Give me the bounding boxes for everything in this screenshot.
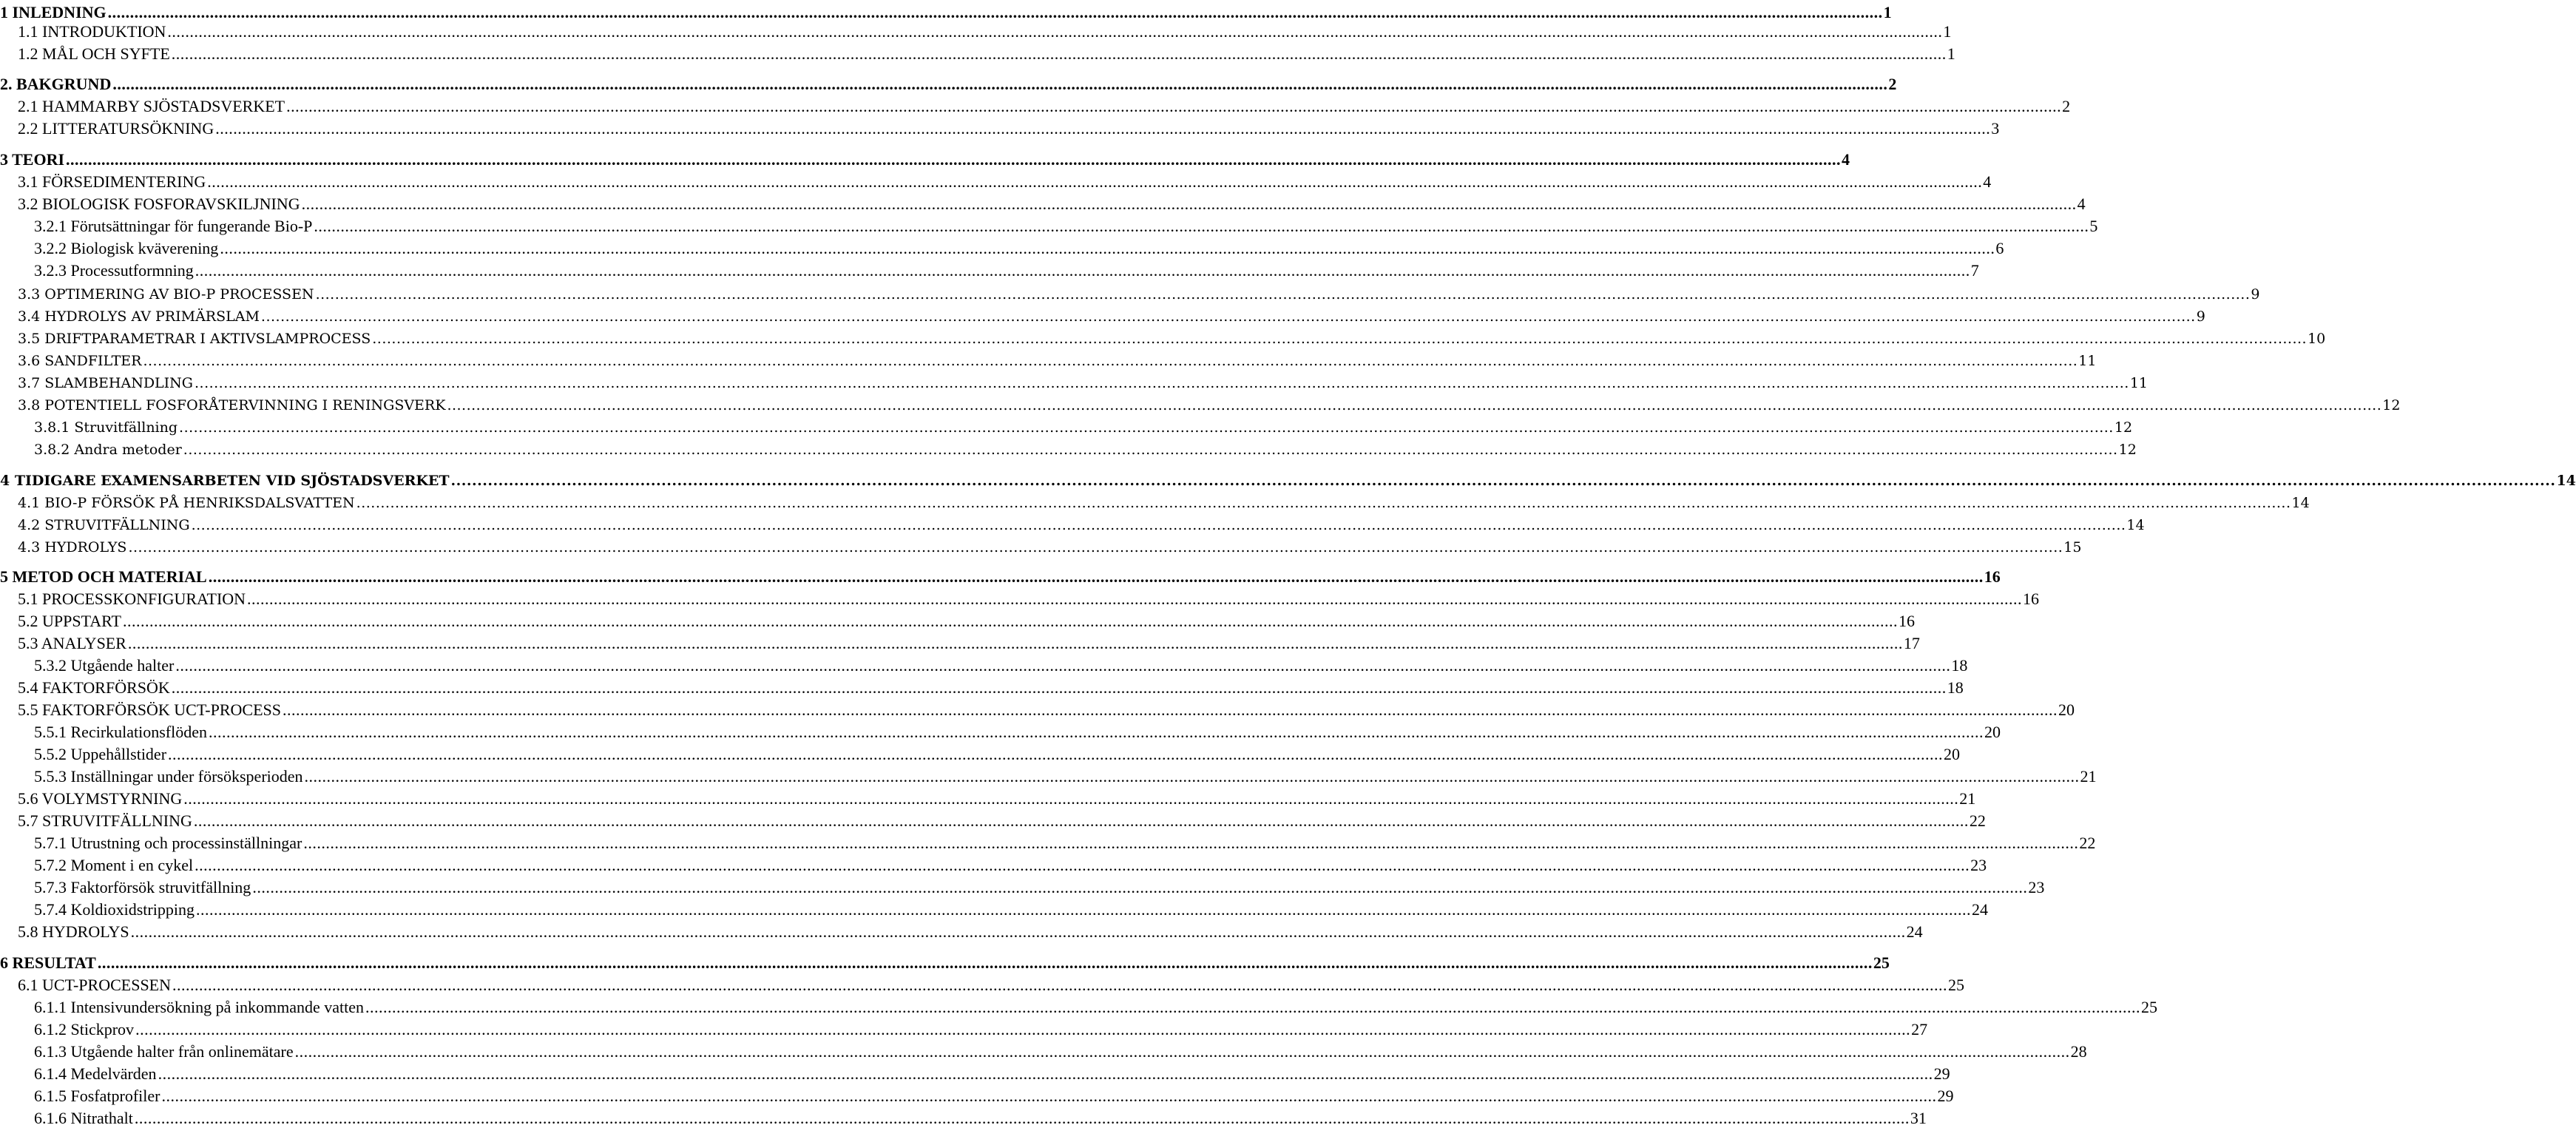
toc-entry-label: 6.1.3 Utgående halter från onlinemätare xyxy=(34,1042,294,1061)
toc-entry[interactable] xyxy=(0,391,2401,413)
toc-entry[interactable] xyxy=(0,919,1923,942)
toc-entry-page-number: 4 xyxy=(2077,195,2086,213)
toc-entry-page-number: 24 xyxy=(1971,900,1988,919)
toc-dot-leader: ................................................................................................................................................................................................................................................................................................................................................................................................................ xyxy=(286,97,2062,115)
toc-dot-leader: ................................................................................................................................................................................................................................................................................................................................................................................................................ xyxy=(179,419,2114,436)
toc-entry[interactable] xyxy=(0,347,2097,369)
toc-dot-leader: ................................................................................................................................................................................................................................................................................................................................................................................................................ xyxy=(134,1109,1910,1127)
toc-entry-label: 5.6 VOLYMSTYRNING xyxy=(18,789,183,808)
toc-entry[interactable] xyxy=(0,950,1890,973)
toc-dot-leader: ................................................................................................................................................................................................................................................................................................................................................................................................................ xyxy=(130,922,1906,941)
toc-entry-page-number: 23 xyxy=(2028,878,2045,896)
toc-dot-leader: ................................................................................................................................................................................................................................................................................................................................................................................................................ xyxy=(168,745,1944,763)
toc-entry-page-number: 11 xyxy=(2078,353,2097,369)
toc-entry-page-number: 21 xyxy=(2080,767,2097,786)
toc-entry-label: 4 TIDIGARE EXAMENSARBETEN VID SJÖSTADSVERKET xyxy=(0,473,450,489)
toc-dot-leader: ................................................................................................................................................................................................................................................................................................................................................................................................................ xyxy=(66,150,1842,169)
toc-entry[interactable] xyxy=(0,325,2326,347)
toc-entry-label: 3.4 HYDROLYS AV PRIMÄRSLAM xyxy=(18,308,260,325)
toc-dot-leader: ................................................................................................................................................................................................................................................................................................................................................................................................................ xyxy=(315,286,2251,303)
toc-dot-leader: ................................................................................................................................................................................................................................................................................................................................................................................................................ xyxy=(135,1020,1911,1038)
toc-dot-leader: ................................................................................................................................................................................................................................................................................................................................................................................................................ xyxy=(158,1064,1933,1083)
toc-entry-page-number: 5 xyxy=(2089,217,2098,235)
toc-entry-page-number: 2 xyxy=(2062,97,2071,115)
toc-entry-page-number: 25 xyxy=(1873,953,1890,972)
toc-entry-page-number: 4 xyxy=(1983,172,1992,191)
toc-entry-label: 2.2 LITTERATURSÖKNING xyxy=(18,119,214,138)
toc-entry-label: 3.8 POTENTIELL FOSFORÅTERVINNING I RENINGSVERK xyxy=(18,397,446,413)
toc-entry-page-number: 20 xyxy=(1984,723,2001,741)
toc-entry[interactable] xyxy=(0,698,2075,720)
toc-entry-page-number: 31 xyxy=(1910,1109,1927,1127)
toc-dot-leader: ................................................................................................................................................................................................................................................................................................................................................................................................................ xyxy=(122,612,1898,630)
toc-entry-label: 4.3 HYDROLYS xyxy=(18,539,127,555)
toc-entry-label: 5.7.4 Koldioxidstripping xyxy=(34,900,195,919)
toc-entry[interactable] xyxy=(0,1017,1928,1039)
toc-entry[interactable] xyxy=(0,116,2000,138)
toc-entry-label: 3.2.2 Biologisk kväverening xyxy=(34,239,219,257)
toc-entry-page-number: 7 xyxy=(1970,261,1979,280)
toc-dot-leader: ................................................................................................................................................................................................................................................................................................................................................................................................................ xyxy=(195,900,1971,919)
toc-entry-label: 3.6 SANDFILTER xyxy=(18,353,142,369)
toc-entry-label: 3.8.1 Struvitfällning xyxy=(34,419,178,436)
toc-entry[interactable] xyxy=(0,467,2576,489)
toc-entry[interactable] xyxy=(0,511,2145,533)
toc-entry-page-number: 9 xyxy=(2196,308,2205,325)
toc-entry[interactable] xyxy=(0,169,1992,192)
toc-entry-label: 6.1.5 Fosfatprofiler xyxy=(34,1087,160,1105)
toc-entry-label: 1.2 MÅL OCH SYFTE xyxy=(18,44,170,63)
toc-dot-leader: ................................................................................................................................................................................................................................................................................................................................................................................................................ xyxy=(260,308,2196,325)
toc-entry-label: 3.1 FÖRSEDIMENTERING xyxy=(18,172,206,191)
toc-entry-page-number: 11 xyxy=(2129,375,2148,391)
toc-entry-label: 6.1.4 Medelvärden xyxy=(34,1064,157,1083)
toc-dot-leader: ................................................................................................................................................................................................................................................................................................................................................................................................................ xyxy=(372,331,2308,347)
toc-entry-label: 3.2.3 Processutformning xyxy=(34,261,194,280)
toc-entry-page-number: 14 xyxy=(2556,473,2576,489)
toc-entry-label: 5.8 HYDROLYS xyxy=(18,922,129,941)
toc-dot-leader: ................................................................................................................................................................................................................................................................................................................................................................................................................ xyxy=(208,567,1984,586)
toc-entry[interactable] xyxy=(0,875,2045,897)
toc-entry-label: 5.5 FAKTORFÖRSÖK UCT-PROCESS xyxy=(18,700,281,719)
toc-entry-label: 4.2 STRUVITFÄLLNING xyxy=(18,517,190,533)
toc-entry-label: 5.5.1 Recirkulationsflöden xyxy=(34,723,208,741)
toc-entry-label: 5.4 FAKTORFÖRSÖK xyxy=(18,678,170,697)
toc-entry-page-number: 6 xyxy=(1995,239,2004,257)
toc-entry-label: 5.7.3 Faktorförsök struvitfällning xyxy=(34,878,251,896)
toc-entry[interactable] xyxy=(0,436,2137,458)
toc-entry[interactable] xyxy=(0,533,2082,555)
toc-entry-label: 5.7.2 Moment i en cykel xyxy=(34,856,194,874)
toc-entry-label: 5.3 ANALYSER xyxy=(18,634,126,652)
toc-entry[interactable] xyxy=(0,41,1955,64)
toc-dot-leader: ................................................................................................................................................................................................................................................................................................................................................................................................................ xyxy=(447,397,2382,413)
toc-dot-leader: ................................................................................................................................................................................................................................................................................................................................................................................................................ xyxy=(314,217,2089,235)
toc-dot-leader: ................................................................................................................................................................................................................................................................................................................................................................................................................ xyxy=(301,195,2077,213)
toc-entry-page-number: 22 xyxy=(1969,811,1986,830)
toc-entry-page-number: 3 xyxy=(1991,119,2000,138)
toc-dot-leader: ................................................................................................................................................................................................................................................................................................................................................................................................................ xyxy=(112,75,1888,93)
toc-dot-leader: ................................................................................................................................................................................................................................................................................................................................................................................................................ xyxy=(107,3,1883,21)
toc-entry-label: 5 METOD OCH MATERIAL xyxy=(0,567,207,586)
toc-entry-page-number: 20 xyxy=(1944,745,1961,763)
toc-dot-leader: ................................................................................................................................................................................................................................................................................................................................................................................................................ xyxy=(220,239,1995,257)
toc-dot-leader: ................................................................................................................................................................................................................................................................................................................................................................................................................ xyxy=(171,678,1947,697)
toc-dot-leader: ................................................................................................................................................................................................................................................................................................................................................................................................................ xyxy=(175,656,1951,675)
toc-dot-leader: ................................................................................................................................................................................................................................................................................................................................................................................................................ xyxy=(183,789,1959,808)
toc-entry-page-number: 9 xyxy=(2251,286,2260,303)
toc-entry-page-number: 16 xyxy=(2023,590,2040,608)
toc-dot-leader: ................................................................................................................................................................................................................................................................................................................................................................................................................ xyxy=(252,878,2028,896)
toc-entry[interactable] xyxy=(0,413,2133,436)
toc-dot-leader: ................................................................................................................................................................................................................................................................................................................................................................................................................ xyxy=(161,1087,1937,1105)
toc-dot-leader: ................................................................................................................................................................................................................................................................................................................................................................................................................ xyxy=(195,261,1970,280)
toc-entry-label: 2. BAKGRUND xyxy=(0,75,112,93)
toc-dot-leader: ................................................................................................................................................................................................................................................................................................................................................................................................................ xyxy=(356,495,2291,511)
toc-entry-page-number: 10 xyxy=(2308,331,2326,347)
toc-dot-leader: ................................................................................................................................................................................................................................................................................................................................................................................................................ xyxy=(143,353,2078,369)
toc-entry[interactable] xyxy=(0,489,2310,511)
toc-entry-page-number: 29 xyxy=(1933,1064,1950,1083)
toc-dot-leader: ................................................................................................................................................................................................................................................................................................................................................................................................................ xyxy=(127,634,1903,652)
toc-entry-page-number: 1 xyxy=(1883,3,1892,21)
toc-entry-label: 3.2 BIOLOGISK FOSFORAVSKILJNING xyxy=(18,195,300,213)
toc-entry[interactable] xyxy=(0,808,1986,831)
toc-dot-leader: ................................................................................................................................................................................................................................................................................................................................................................................................................ xyxy=(304,767,2080,786)
toc-entry-label: 5.7 STRUVITFÄLLNING xyxy=(18,811,192,830)
toc-entry-page-number: 28 xyxy=(2070,1042,2087,1061)
toc-entry[interactable] xyxy=(0,764,2097,786)
toc-entry-label: 6 RESULTAT xyxy=(0,953,96,972)
toc-entry-page-number: 17 xyxy=(1903,634,1920,652)
toc-entry-page-number: 16 xyxy=(1898,612,1915,630)
toc-entry[interactable] xyxy=(0,831,2096,853)
toc-dot-leader: ................................................................................................................................................................................................................................................................................................................................................................................................................ xyxy=(97,953,1873,972)
toc-entry-label: 3 TEORI xyxy=(0,150,65,169)
toc-dot-leader: ................................................................................................................................................................................................................................................................................................................................................................................................................ xyxy=(193,811,1969,830)
toc-entry-label: 4.1 BIO-P FÖRSÖK PÅ HENRIKSDALSVATTEN xyxy=(18,495,355,511)
toc-entry[interactable] xyxy=(0,995,2158,1017)
toc-entry-label: 3.3 OPTIMERING AV BIO-P PROCESSEN xyxy=(18,286,314,303)
toc-entry[interactable] xyxy=(0,675,1964,698)
toc-entry-page-number: 20 xyxy=(2058,700,2075,719)
toc-entry[interactable] xyxy=(0,1106,1927,1128)
toc-entry-page-number: 18 xyxy=(1947,678,1964,697)
toc-entry-label: 5.5.2 Uppehållstider xyxy=(34,745,167,763)
toc-entry[interactable] xyxy=(0,280,2260,303)
toc-entry[interactable] xyxy=(0,214,2098,236)
toc-dot-leader: ................................................................................................................................................................................................................................................................................................................................................................................................................ xyxy=(282,700,2058,719)
toc-entry[interactable] xyxy=(0,653,1968,675)
toc-entry[interactable] xyxy=(0,94,2071,116)
toc-entry-page-number: 14 xyxy=(2126,517,2145,533)
toc-entry-label: 2.1 HAMMARBY SJÖSTADSVERKET xyxy=(18,97,285,115)
toc-entry-label: 5.5.3 Inställningar under försöksperioden xyxy=(34,767,303,786)
toc-dot-leader: ................................................................................................................................................................................................................................................................................................................................................................................................................ xyxy=(171,44,1947,63)
toc-entry-page-number: 2 xyxy=(1888,75,1897,93)
toc-entry-label: 3.7 SLAMBEHANDLING xyxy=(18,375,193,391)
toc-entry[interactable] xyxy=(0,742,1961,764)
toc-entry[interactable] xyxy=(0,1061,1950,1084)
toc-dot-leader: ................................................................................................................................................................................................................................................................................................................................................................................................................ xyxy=(207,172,1983,191)
toc-entry[interactable] xyxy=(0,897,1988,919)
toc-dot-leader: ................................................................................................................................................................................................................................................................................................................................................................................................................ xyxy=(128,539,2063,555)
toc-entry-label: 6.1.1 Intensivundersökning på inkommande vatten xyxy=(34,998,365,1016)
toc-entry[interactable] xyxy=(0,72,1897,94)
toc-entry-page-number: 27 xyxy=(1911,1020,1928,1038)
toc-entry-page-number: 21 xyxy=(1959,789,1976,808)
toc-entry[interactable] xyxy=(0,192,2086,214)
toc-entry-label: 1.1 INTRODUKTION xyxy=(18,22,166,41)
toc-entry[interactable] xyxy=(0,147,1850,169)
toc-entry[interactable] xyxy=(0,631,1920,653)
toc-entry-label: 3.5 DRIFTPARAMETRAR I AKTIVSLAMPROCESS xyxy=(18,331,371,347)
toc-dot-leader: ................................................................................................................................................................................................................................................................................................................................................................................................................ xyxy=(194,375,2129,391)
toc-dot-leader: ................................................................................................................................................................................................................................................................................................................................................................................................................ xyxy=(365,998,2141,1016)
toc-entry-page-number: 15 xyxy=(2063,539,2082,555)
toc-entry-page-number: 1 xyxy=(1947,44,1955,63)
toc-dot-leader: ................................................................................................................................................................................................................................................................................................................................................................................................................ xyxy=(195,856,1970,874)
toc-entry-page-number: 22 xyxy=(2079,834,2096,852)
toc-entry[interactable] xyxy=(0,236,2004,258)
toc-entry-label: 5.7.1 Utrustning och processinställningar xyxy=(34,834,302,852)
toc-entry-page-number: 4 xyxy=(1842,150,1850,169)
toc-entry-page-number: 23 xyxy=(1970,856,1987,874)
toc-entry-page-number: 12 xyxy=(2382,397,2401,413)
toc-dot-leader: ................................................................................................................................................................................................................................................................................................................................................................................................................ xyxy=(450,473,2556,489)
toc-entry[interactable] xyxy=(0,19,1952,41)
toc-entry[interactable] xyxy=(0,1084,1954,1106)
toc-entry[interactable] xyxy=(0,609,1915,631)
toc-dot-leader: ................................................................................................................................................................................................................................................................................................................................................................................................................ xyxy=(191,517,2126,533)
toc-entry[interactable] xyxy=(0,369,2148,391)
toc-entry-page-number: 25 xyxy=(2141,998,2158,1016)
toc-entry-label: 6.1.2 Stickprov xyxy=(34,1020,135,1038)
toc-entry[interactable] xyxy=(0,786,1976,808)
toc-entry[interactable] xyxy=(0,564,2001,587)
toc-dot-leader: ................................................................................................................................................................................................................................................................................................................................................................................................................ xyxy=(172,976,1948,994)
toc-entry-page-number: 25 xyxy=(1948,976,1965,994)
toc-entry-page-number: 29 xyxy=(1937,1087,1954,1105)
toc-entry-label: 5.2 UPPSTART xyxy=(18,612,121,630)
toc-entry-page-number: 14 xyxy=(2291,495,2310,511)
toc-dot-leader: ................................................................................................................................................................................................................................................................................................................................................................................................................ xyxy=(303,834,2079,852)
toc-entry-label: 6.1.6 Nitrathalt xyxy=(34,1109,133,1127)
toc-dot-leader: ................................................................................................................................................................................................................................................................................................................................................................................................................ xyxy=(294,1042,2070,1061)
toc-dot-leader: ................................................................................................................................................................................................................................................................................................................................................................................................................ xyxy=(167,22,1943,41)
toc-entry[interactable] xyxy=(0,853,1987,875)
toc-entry-label: 1 INLEDNING xyxy=(0,3,107,21)
toc-entry[interactable] xyxy=(0,973,1965,995)
toc-entry-page-number: 1 xyxy=(1943,22,1952,41)
toc-entry-label: 6.1 UCT-PROCESSEN xyxy=(18,976,172,994)
toc-entry-page-number: 12 xyxy=(2114,419,2133,436)
toc-entry[interactable] xyxy=(0,587,2040,609)
toc-entry-page-number: 18 xyxy=(1951,656,1968,675)
toc-entry-label: 3.8.2 Andra metoder xyxy=(34,442,182,458)
toc-entry-page-number: 24 xyxy=(1906,922,1923,941)
toc-entry-label: 5.3.2 Utgående halter xyxy=(34,656,175,675)
toc-entry-label: 3.2.1 Förutsättningar för fungerande Bio-P xyxy=(34,217,313,235)
toc-dot-leader: ................................................................................................................................................................................................................................................................................................................................................................................................................ xyxy=(247,590,2023,608)
toc-entry[interactable] xyxy=(0,303,2205,325)
toc-entry-label: 5.1 PROCESSKONFIGURATION xyxy=(18,590,246,608)
toc-entry[interactable] xyxy=(0,720,2001,742)
toc-entry-page-number: 16 xyxy=(1984,567,2001,586)
toc-dot-leader: ................................................................................................................................................................................................................................................................................................................................................................................................................ xyxy=(215,119,1991,138)
toc-entry-page-number: 12 xyxy=(2118,442,2137,458)
toc-dot-leader: ................................................................................................................................................................................................................................................................................................................................................................................................................ xyxy=(209,723,1984,741)
toc-dot-leader: ................................................................................................................................................................................................................................................................................................................................................................................................................ xyxy=(183,442,2118,458)
toc-entry[interactable] xyxy=(0,1039,2087,1061)
toc-entry[interactable] xyxy=(0,258,1979,280)
